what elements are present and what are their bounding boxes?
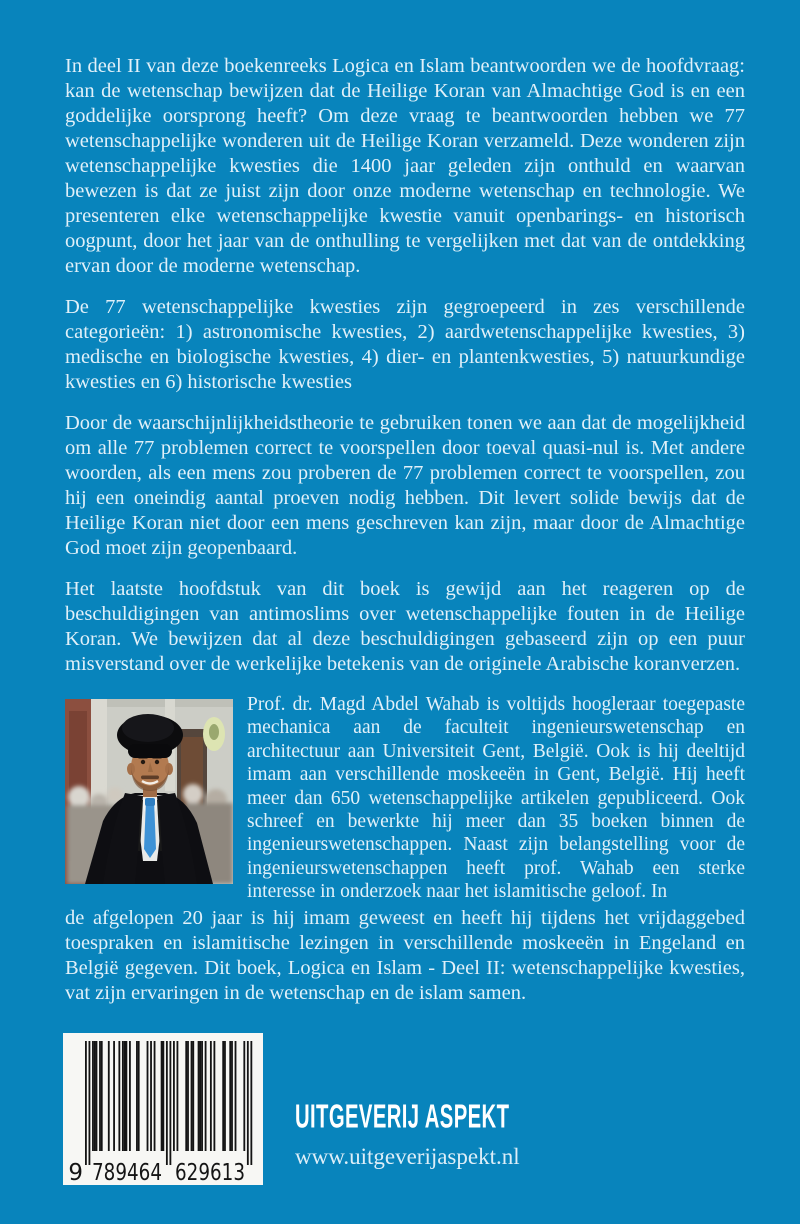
publisher-block [295, 1033, 570, 1170]
footer [65, 1033, 745, 1185]
barcode-box [63, 1033, 263, 1185]
publisher-website: www.uitgeverijaspekt.nl [295, 1143, 520, 1169]
barcode-svg [63, 1033, 263, 1185]
barcode-digit-lead: 9 [68, 1159, 83, 1185]
barcode-digits-left: 789464 [92, 1159, 162, 1185]
paragraph-probability: Door de waarschijnlijkheidstheorie te gebruiken tonen we aan dat de mogelijkheid om alle 77 problemen correct te voorspellen door toeval quasi-nul is. Met andere woorden, als een mens zou proberen de 77 problemen correct te voorspellen, zou hij een oneindig aantal proeven nodig hebben. Dit levert solide bewijs dat de Heilige Koran niet door een mens geschreven kan zijn, maar door de Almachtige God moet zijn geopenbaard. [65, 412, 745, 559]
paragraph-intro: In deel II van deze boekenreeks Logica en Islam beantwoorden we de hoofdvraag: kan de wetenschap bewijzen dat de Heilige Koran van Almachtige God is en een goddelijke oorsprong heeft? Om deze vraag te beantwoorden hebben we 77 wetenschappelijke wonderen uit de Heilige Koran verzameld. Deze wonderen zijn wetenschappelijke kwesties die 1400 jaar geleden zijn onthuld en waarvan bewezen is dat ze juist zijn door onze moderne wetenschap en technologie. We presenteren elke wetenschappelijke kwestie vanuit openbarings- en historisch oogpunt, door het jaar van de onthulling te vergelijken met dat van de ontdekking ervan door de moderne wetenschap. [65, 55, 745, 277]
author-bio-below-photo: de afgelopen 20 jaar is hij imam geweest en heeft hij tijdens het vrijdaggebed toespraken en islamitische lezingen in verschillende moskeeën in Engeland en België gegeven. Dit boek, Logica en Islam - Deel II: wetenschappelijke kwesties, vat zijn ervaringen in de wetenschap en de islam samen. [65, 906, 745, 1004]
author-bio-beside-photo: Prof. dr. Magd Abdel Wahab is voltijds hoogleraar toegepaste mechanica aan de faculteit ingenieurswetenschap en architectuur aan Universiteit Gent, België. Ook is hij deeltijd imam aan verschillende moskeeën in Gent, België. Hij heeft meer dan 650 wetenschappelijke artikelen gepubliceerd. Ook schreef en bewerkte hij meer dan 35 boeken binnen de ingenieurswetenschappen. Naast zijn belangstelling voor de ingenieurswetenschappen heeft prof. Wahab een sterke interesse in onderzoek naar het islamitische geloof. In [247, 694, 745, 903]
author-photo [65, 699, 233, 884]
paragraph-categories: De 77 wetenschappelijke kwesties zijn gegroepeerd in zes verschillende categorieën: 1) astronomische kwesties, 2) aardwetenschappelijke kwesties, 3) medische en biologische kwesties, 4) dier- en plantenkwesties, 5) natuurkundige kwesties en 6) historische kwesties [65, 296, 745, 393]
publisher-name: UITGEVERIJ ASPEKT [295, 1096, 510, 1135]
author-section [65, 693, 745, 904]
barcode-digits-right: 629613 [175, 1159, 245, 1185]
paragraph-last-chapter: Het laatste hoofdstuk van dit boek is gewijd aan het reageren op de beschuldigingen van antimoslims over wetenschappelijke fouten in de Heilige Koran. We bewijzen dat al deze beschuldigingen gebaseerd zijn op een puur misverstand over de werkelijke betekenis van de originele Arabische koranverzen. [65, 578, 745, 675]
